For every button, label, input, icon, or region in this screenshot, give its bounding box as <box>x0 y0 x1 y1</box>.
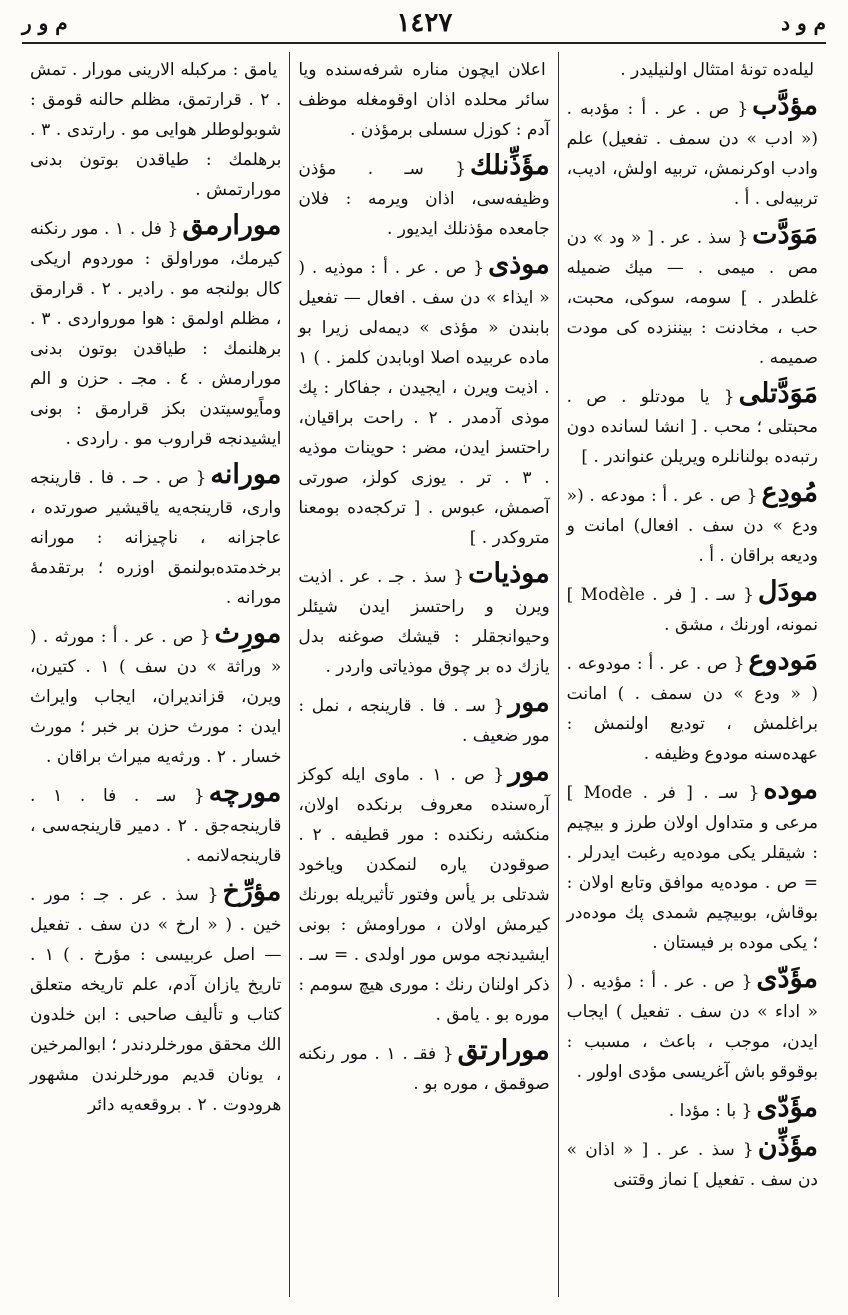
entry-headword: موذیات <box>468 558 550 589</box>
entry-headword: مورچه <box>208 777 282 808</box>
header-letters-right: م و د <box>781 11 826 35</box>
entry-definition: { سذ . جـ . عر . اذیت ویرن و راحتسز ایدن شیئلر وحیوانجقلر : قیشك صوغنه بدل یازك ده بر چوق موذیاتی واردر . <box>298 567 550 677</box>
entry-definition: { ص . عر . أ : مورثه . ( « وراثة » دن سف ) ۱ . کتیرن، ویرن، قزاندیران، ایجاب وایراث ایدن : مورث حزن بر خبر ؛ مورث خسار . ۲ . ورثه‌یه میراث براقان . <box>30 627 282 767</box>
dictionary-entry <box>567 577 818 640</box>
entry-definition: { سـ . فا . ۱ . قارینجه‌جق . ۲ . دمیر قارینجه‌سی ، قارینجه‌لانمه . <box>30 786 282 866</box>
dictionary-entry <box>567 775 818 958</box>
entry-definition: { سـ . فا . قارینجه ، نمل : مور ضعیف . <box>298 696 550 746</box>
column-divider <box>558 52 559 1297</box>
dictionary-entry <box>298 688 549 751</box>
entry-headword: مُودِع <box>761 477 818 508</box>
dictionary-entry <box>30 211 281 454</box>
entry-headword: مؤَدّی <box>756 963 818 994</box>
entry-headword: مؤَدّی <box>756 1092 818 1123</box>
entry-definition: { یا مودتلو . ص . محبتلی ؛ محب . [ انشا لسانده دون رتبه‌ده بولنانلره ویریلن عنواندر . ] <box>566 387 818 467</box>
entry-definition: { ص . عر . أ : مؤدبه . (« ادب » دن سمف . تفعیل) علم وادب اوکرنمش، تربیه اولش، ادیب، تربیه‌لی . أ . <box>566 99 818 209</box>
entry-definition: { ص . عر . أ : مؤدیه . ( « اداء » دن سف . تفعیل ) ایجاب ایدن، موجب ، باعث ، مسبب : بوقوقو باش آغریسی مؤدی اولور . <box>566 972 818 1082</box>
entry-definition: { فقـ . ۱ . مور رنکنه صوقمق ، موره بو . <box>298 1044 550 1094</box>
header-letters-left: م و ر <box>22 11 68 35</box>
entry-definition: { ص . عر . أ : مودوعه . ( « ودع » دن سمف . ) امانت براغلمش ، تودیع اولنمش : عهده‌سنه مودوع وظیفه . <box>566 654 818 764</box>
entry-headword: مور <box>508 756 550 787</box>
entry-headword: مور <box>508 687 550 718</box>
entry-definition: { با : مؤدا . <box>668 1101 753 1121</box>
entry-headword: مَوَدَّتلی <box>738 378 818 409</box>
dictionary-entry <box>30 52 281 205</box>
entry-definition: { ص . عر . أ : موذیه . ( « ایذاء » دن سف . افعال — تفعیل بابندن « مؤذی » دیمه‌لی زیرا بو ماده عربیده اصلا اوبابدن کلمز . ) ۱ . اذیت ویرن ، ایجیدن ، جفاکار : پك موذی آدمدر . ۲ . راحت براقیان، راحتسز ایدن، مضر : حوینات موذیه . ۳ . تر . یوزی کولز، صورتی آصمش، عبوس . [ ترکجه‌ده بومعنا متروکدر . ] <box>298 258 550 548</box>
entry-headword: مَودوع <box>748 645 818 676</box>
dictionary-entry <box>567 52 818 85</box>
entry-headword: مؤدَّب <box>752 90 818 121</box>
entry-definition: { سذ . عر . [ « ود » دن مص . میمی . — میك ضمیله غلطدر . ] سومه، سوکی، محبت، حب ، مخادنت : بیننزده کی مودت صمیمه . <box>566 228 818 368</box>
dictionary-entry <box>30 877 281 1120</box>
page-header <box>22 8 826 38</box>
entry-definition: { سـ . [ فر . Mode ] مرعی و متداول اولان طرز و بیچیم : شیقلر یکی موده‌یه رغبت ایدرلر . = ص . موده‌یه موافق وتابع اولان : بوقاش، بوبیچیم شمدی پك موده‌در ؛ یکی موده بر فیستان . <box>566 783 818 953</box>
entry-headword: موذی <box>488 249 550 280</box>
dictionary-entry <box>567 1093 818 1126</box>
dictionary-entry <box>30 619 281 772</box>
dictionary-entry <box>298 757 549 1030</box>
dictionary-entry <box>567 478 818 571</box>
page-number: ١٤٢٧ <box>396 8 453 38</box>
entry-definition: { سـ . مؤذن وظیفه‌سی، اذان ویرمه : فلان جامعده مؤذنلك ایدیور . <box>298 159 550 239</box>
dictionary-entry <box>567 964 818 1087</box>
entry-definition: { ص . حـ . فا . قارینجه واری، قارینجه‌یه یاقیشیر صورتده ، عاجزانه ، ناچیزانه : مورانه برخدمتده‌بولنمق اوزره ؛ برتقدمهٔ مورانه . <box>30 468 282 608</box>
entry-headword: مودَل <box>757 576 818 607</box>
columns <box>22 52 826 1297</box>
dictionary-entry <box>298 250 549 553</box>
entry-definition: لیله‌ده تونۀ امتثال اولنیلیدر . <box>620 60 814 80</box>
entry-definition: { ص . ۱ . ماوی ایله کوکز آره‌سنده معروف برنکده اولان، منکشه رنکنده : مور قطیفه . ۲ . صوقودن یاره لنمکدن وياخود شدتلی بر یأس وفتور تأثیریله بورنك کیرمش اولان ، موراومش : بونی ایشیدنجه موس مور اولدی . = سـ . ذکر اولنان رنك : موری هیچ سومم : موره بو . یامق . <box>298 765 550 1025</box>
entry-headword: مؤَذِّنلك <box>470 150 550 181</box>
column-middle <box>290 52 557 1297</box>
entry-headword: مؤَذِّن <box>757 1131 818 1162</box>
entry-headword: موده <box>763 774 818 805</box>
dictionary-entry <box>567 646 818 769</box>
dictionary-entry <box>567 220 818 373</box>
entry-definition: اعلان ایچون مناره شرفه‌سنده ویا سائر محلده اذان اوقومغله موظف آدم : کوزل سسلی برمؤذن . <box>298 60 550 140</box>
entry-headword: مورارتق <box>457 1035 550 1066</box>
entry-headword: مورِث <box>214 618 282 649</box>
column-divider <box>289 52 290 1297</box>
dictionary-entry <box>298 52 549 145</box>
entry-headword: مَوَدَّت <box>752 219 818 250</box>
dictionary-entry <box>30 460 281 613</box>
dictionary-entry <box>298 559 549 682</box>
entry-headword: مؤرِّخ <box>222 876 282 907</box>
dictionary-entry <box>30 778 281 871</box>
entry-definition: یامق : مرکبله الارینی مورار . تمش . ۲ . قرارتمق، مظلم حالنه قومق : شوبولوطلر هوایی مو . رارتدی . ۳ . برهلمك : طیاقدن بوتون بدنی مورارتمش . <box>30 60 282 200</box>
header-rule <box>22 42 826 44</box>
entry-headword: مورانه <box>210 459 282 490</box>
dictionary-entry <box>567 379 818 472</box>
entry-definition: { سذ . عر . جـ : مور . خین . ( « ارخ » دن سف . تفعیل — اصل عربیسی : مؤرخ . ) ۱ . تاریخ یازان آدم، علم تاریخه متعلق کتاب و تألیف صاحبی : ابن خلدون الك محقق مورخلردندر ؛ ابوالمرخین ، یونان قدیم مورخلرندن مشهور هرودوت . ۲ . بروقعه‌یه دائر <box>30 885 282 1115</box>
dictionary-entry <box>298 151 549 244</box>
column-left <box>22 52 289 1297</box>
dictionary-entry <box>298 1036 549 1099</box>
dictionary-entry <box>567 91 818 214</box>
column-right <box>559 52 826 1297</box>
dictionary-entry <box>567 1132 818 1195</box>
entry-definition: { سـ . [ فر . Modèle ] نمونه، اورنك ، مشق . <box>566 585 818 635</box>
entry-definition: { ص . عر . أ : مودعه . (« ودع » دن سف . افعال) امانت و ودیعه براقان . أ . <box>566 486 818 566</box>
entry-headword: مورارمق <box>182 210 282 241</box>
entry-definition: { فل . ۱ . مور رنکنه کیرمك، موراولق : موردوم اریکی کال بولنجه مو . رادیر . ۲ . قرارمق ، مظلم اولمق : هوا مورواردی . ۳ . برهلنمك : طیاقدن بوتون بدنی مورارمش . ٤ . مجـ . حزن و الم وماًیوسیتدن بکز قرارمق : بونی ایشیدنجه قراروب مو . راردی . <box>30 219 282 449</box>
entry-definition: { سذ . عر . [ « اذان » دن سف . تفعیل ] نماز وقتنی <box>566 1140 818 1190</box>
